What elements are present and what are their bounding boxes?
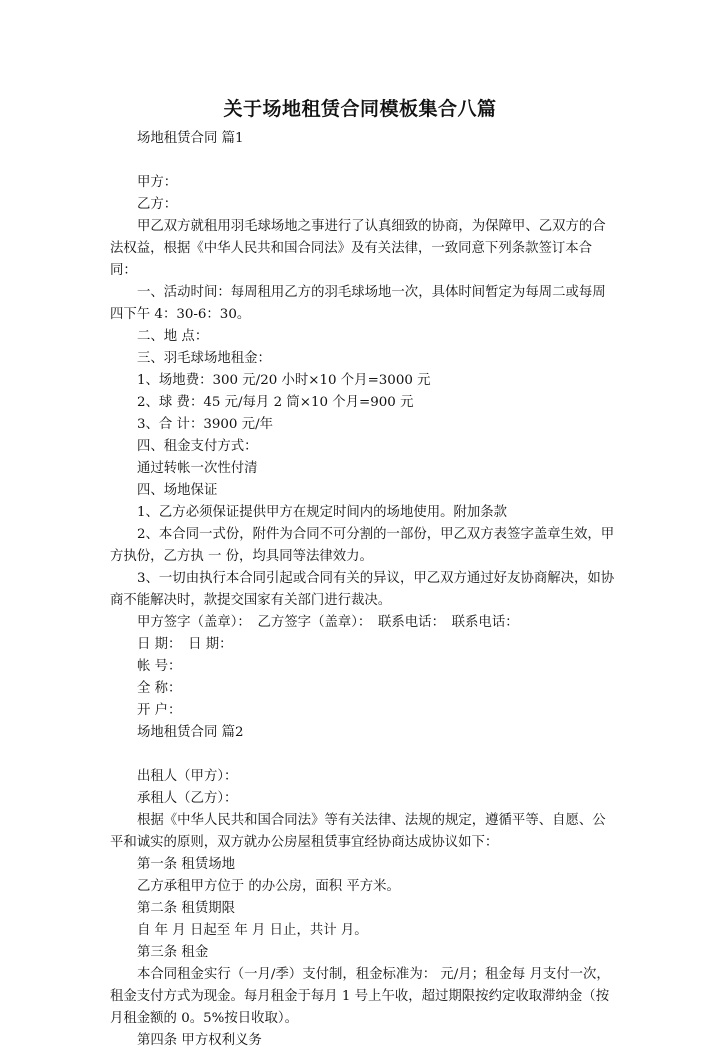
paragraph: 本合同租金实行（一月/季）支付制，租金标准为： 元/月；租金每 月支付一次，租金支付方式为现金。每月租金于每月 1 号上午收，超过期限按约定收取滞纳金（按月租金额的 0。5%按日收取）。 [110, 967, 610, 1026]
paragraph: 1、场地费：300 元/20 小时×10 个月=3000 元 [137, 373, 431, 388]
paragraph: 自 年 月 日起至 年 月 日止，共计 月。 [137, 923, 368, 938]
paragraph: 承租人（乙方）： [137, 791, 238, 806]
paragraph: 通过转帐一次性付清 [137, 461, 258, 476]
blank-line [110, 150, 615, 172]
article-heading: 第二条 租赁期限 [137, 901, 235, 916]
paragraph: 根据《中华人民共和国合同法》等有关法律、法规的规定，遵循平等、自愿、公平和诚实的原则，双方就办公房屋租赁事宜经协商达成协议如下： [110, 813, 606, 850]
paragraph: 三、羽毛球场地租金： [137, 351, 271, 366]
account-line: 帐 号： [137, 659, 182, 674]
paragraph: 甲乙双方就租用羽毛球场地之事进行了认真细致的协商，为保障甲、乙双方的合法权益，根据《中华人民共和国合同法》及有关法律，一致同意下列条款签订本合同： [110, 219, 606, 278]
paragraph: 1、乙方必须保证提供甲方在规定时间内的场地使用。附加条款 [137, 505, 508, 520]
paragraph: 四、场地保证 [137, 483, 218, 498]
paragraph: 出租人（甲方）： [137, 769, 238, 784]
paragraph: 乙方承租甲方位于 的办公房，面积 平方米。 [137, 879, 400, 894]
paragraph: 2、球 费：45 元/每月 2 筒×10 个月=900 元 [137, 395, 414, 410]
signature-line: 甲方签字（盖章）： 乙方签字（盖章）： 联系电话： 联系电话： [137, 615, 519, 630]
section-heading-2: 场地租赁合同 篇2 [137, 725, 244, 740]
paragraph: 四、租金支付方式： [137, 439, 258, 454]
paragraph: 2、本合同一式份，附件为合同不可分割的一部份，甲乙双方表签字盖章生效，甲方执份，乙方执 一 份，均具同等法律效力。 [110, 527, 615, 564]
article-heading: 第一条 租赁场地 [137, 857, 235, 872]
blank-line [110, 744, 615, 766]
paragraph: 3、一切由执行本合同引起或合同有关的异议，甲乙双方通过好友协商解决，如协商不能解决时，款提交国家有关部门进行裁决。 [110, 571, 615, 608]
paragraph: 3、合 计：3900 元/年 [137, 417, 273, 432]
paragraph: 一、活动时间：每周租用乙方的羽毛球场地一次，具体时间暂定为每周二或每周四下午 4：30-6：30。 [110, 285, 606, 322]
paragraph: 二、地 点： [137, 329, 209, 344]
document-body [110, 128, 615, 1052]
article-heading: 第三条 租金 [137, 945, 209, 960]
bank-line: 开 户： [137, 703, 182, 718]
paragraph: 乙方： [137, 197, 178, 212]
document-title: 关于场地租赁合同模板集合八篇 [223, 98, 497, 120]
section-heading-1: 场地租赁合同 篇1 [137, 131, 244, 146]
paragraph: 甲方： [137, 175, 178, 190]
article-heading: 第四条 甲方权利义务 [137, 1033, 262, 1048]
name-line: 全 称： [137, 681, 182, 696]
date-line: 日 期： 日 期： [137, 637, 233, 652]
